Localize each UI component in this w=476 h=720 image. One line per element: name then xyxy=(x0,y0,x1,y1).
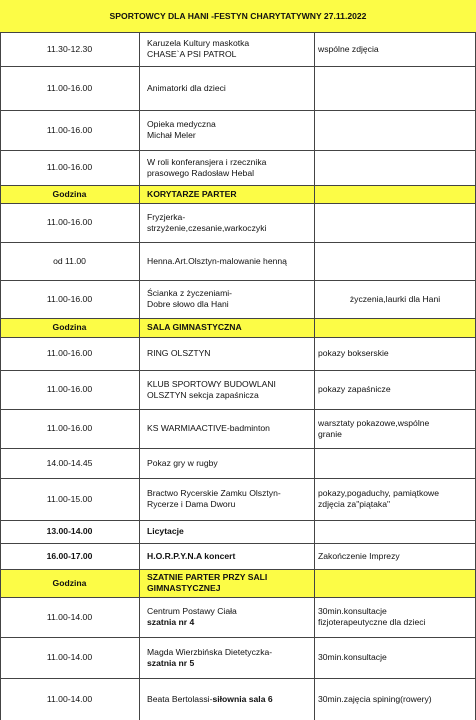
row-divider xyxy=(0,242,476,243)
schedule-row xyxy=(0,448,476,478)
time-cell: 11.00-16.00 xyxy=(46,162,93,172)
event-cell xyxy=(139,597,314,637)
row-divider xyxy=(0,280,476,281)
note-cell xyxy=(314,448,476,478)
event-line: CHASE`A PSI PATROL xyxy=(147,49,237,59)
schedule-row xyxy=(0,637,476,678)
note-line: pokazy,pogaduchy, pamiątkowe xyxy=(318,488,440,498)
note-line: życzenia,laurki dla Hani xyxy=(349,293,441,304)
time-cell: 11.00-16.00 xyxy=(46,348,93,358)
schedule-row xyxy=(0,337,476,370)
event-cell xyxy=(139,520,314,543)
row-divider xyxy=(0,337,476,338)
column-divider xyxy=(314,32,315,720)
note-cell xyxy=(314,597,476,637)
event-line: SZATNIE PARTER PRZY SALI GIMNASTYCZNEJ xyxy=(147,572,268,593)
event-line: H.O.R.P.Y.N.A koncert xyxy=(147,550,236,561)
section-header-row xyxy=(0,185,476,203)
event-cell xyxy=(139,66,314,110)
event-line: Fryzjerka- xyxy=(147,211,186,222)
time-cell: 13.00-14.00 xyxy=(46,526,93,536)
row-divider xyxy=(0,409,476,410)
schedule-row xyxy=(0,370,476,409)
event-cell xyxy=(139,543,314,569)
section-header-row xyxy=(0,318,476,337)
event-cell xyxy=(139,185,314,203)
time-cell: Godzina xyxy=(52,322,87,332)
schedule-row xyxy=(0,520,476,543)
event-line: Opieka medyczna xyxy=(147,119,216,129)
row-divider xyxy=(0,110,476,111)
row-divider xyxy=(0,478,476,479)
event-line: Dobre słowo dla Hani xyxy=(147,299,229,309)
time-cell: 11.00-15.00 xyxy=(46,493,93,504)
event-cell xyxy=(139,32,314,66)
row-divider xyxy=(0,678,476,679)
event-line: szatnia nr 5 xyxy=(147,657,195,668)
note-cell xyxy=(314,280,476,318)
time-cell: 11.00-16.00 xyxy=(46,82,93,93)
event-cell xyxy=(139,150,314,185)
row-divider xyxy=(0,203,476,204)
note-line: fizjoterapeutyczne dla dzieci xyxy=(318,617,426,627)
schedule-row xyxy=(0,242,476,280)
row-divider xyxy=(0,370,476,371)
event-line: siłownia sala 6 xyxy=(212,693,273,704)
schedule-row xyxy=(0,409,476,448)
note-cell xyxy=(314,637,476,678)
event-cell xyxy=(139,110,314,150)
time-cell: 11.30-12.30 xyxy=(46,43,93,54)
time-cell: 11.00-16.00 xyxy=(46,217,93,227)
schedule-row xyxy=(0,478,476,520)
event-line: KORYTARZE PARTER xyxy=(147,188,237,199)
row-divider xyxy=(0,569,476,570)
schedule-row xyxy=(0,597,476,637)
note-cell xyxy=(314,678,476,720)
time-cell: 14.00-14.45 xyxy=(46,457,93,468)
event-cell xyxy=(139,318,314,337)
event-line: RING OLSZTYN xyxy=(147,348,211,358)
note-line: pokazy bokserskie xyxy=(318,348,389,358)
event-line: Michał Meler xyxy=(147,130,196,140)
row-divider xyxy=(0,150,476,151)
time-cell: 11.00-16.00 xyxy=(46,124,93,135)
event-line: Centrum Postawy Ciała xyxy=(147,606,237,616)
event-cell xyxy=(139,337,314,370)
note-line: zdjęcia za"piątaka" xyxy=(318,499,391,509)
note-cell xyxy=(314,543,476,569)
row-divider xyxy=(0,520,476,521)
event-cell xyxy=(139,569,314,597)
event-line: Animatorki dla dzieci xyxy=(147,82,226,93)
note-cell xyxy=(314,337,476,370)
event-line: Beata Bertolassi- xyxy=(147,693,213,704)
schedule-row xyxy=(0,66,476,110)
schedule-row xyxy=(0,32,476,66)
note-cell xyxy=(314,520,476,543)
schedule-row xyxy=(0,203,476,242)
event-line: Henna.Art.Olsztyn-malowanie henną xyxy=(147,255,287,266)
event-line: Licytacje xyxy=(147,526,184,536)
event-line: prasowego Radosław Hebal xyxy=(147,167,255,178)
time-cell: od 11.00 xyxy=(53,255,86,266)
event-line: KS WARMIAACTIVE-badminton xyxy=(147,423,270,433)
time-cell: Godzina xyxy=(52,188,87,199)
note-cell xyxy=(314,110,476,150)
note-cell xyxy=(314,478,476,520)
event-cell xyxy=(139,448,314,478)
time-cell: 11.00-16.00 xyxy=(46,293,93,304)
row-divider xyxy=(0,185,476,186)
note-cell xyxy=(314,150,476,185)
event-line: KLUB SPORTOWY BUDOWLANI xyxy=(147,378,276,389)
note-cell xyxy=(314,203,476,242)
column-divider xyxy=(0,32,1,720)
note-cell xyxy=(314,318,476,337)
event-line: Rycerze i Dama Dworu xyxy=(147,499,236,509)
time-cell: 16.00-17.00 xyxy=(46,550,93,561)
event-cell xyxy=(139,370,314,409)
note-line: 30min.konsultacje xyxy=(318,606,387,616)
note-cell xyxy=(314,569,476,597)
note-cell xyxy=(314,242,476,280)
note-line: Zakończenie Imprezy xyxy=(318,550,400,561)
schedule-row xyxy=(0,110,476,150)
note-cell xyxy=(314,185,476,203)
title-row xyxy=(0,0,476,32)
event-line: W roli konferansjera i rzecznika xyxy=(147,156,267,167)
row-divider xyxy=(0,66,476,67)
event-line: Magda Wierzbińska Dietetyczka- xyxy=(147,646,273,657)
event-cell xyxy=(139,242,314,280)
event-line: szatnia nr 4 xyxy=(147,617,195,627)
note-line: wspólne zdjęcia xyxy=(318,43,379,54)
time-cell: 11.00-16.00 xyxy=(46,384,93,394)
note-cell xyxy=(314,66,476,110)
row-divider xyxy=(0,597,476,598)
row-divider xyxy=(0,32,476,33)
note-line: 30min.konsultacje xyxy=(318,652,387,662)
event-cell xyxy=(139,678,314,720)
event-line: Karuzela Kultury maskotka xyxy=(147,38,250,48)
time-cell: 11.00-14.00 xyxy=(46,652,93,662)
schedule-title: SPORTOWCY DLA HANI -FESTYN CHARYTATYWNY 27.11.2022 xyxy=(109,10,367,21)
event-line: Pokaz gry w rugby xyxy=(147,457,218,468)
row-divider xyxy=(0,543,476,544)
event-cell xyxy=(139,203,314,242)
event-cell xyxy=(139,409,314,448)
note-cell xyxy=(314,370,476,409)
time-cell: 11.00-14.00 xyxy=(46,693,93,704)
note-cell xyxy=(314,409,476,448)
note-line: 30min.zajęcia spining(rowery) xyxy=(318,693,432,704)
row-divider xyxy=(0,448,476,449)
event-line: strzyżenie,czesanie,warkoczyki xyxy=(147,222,267,233)
event-line: Ścianka z życzeniami- xyxy=(147,288,233,298)
time-cell: 11.00-16.00 xyxy=(46,423,93,433)
event-line: Bractwo Rycerskie Zamku Olsztyn- xyxy=(147,488,281,498)
note-line: pokazy zapaśnicze xyxy=(318,384,391,394)
note-cell xyxy=(314,32,476,66)
column-divider xyxy=(139,32,140,720)
schedule-row xyxy=(0,543,476,569)
event-line: OLSZTYN sekcja zapaśnicza xyxy=(147,389,259,400)
event-cell xyxy=(139,478,314,520)
event-cell xyxy=(139,280,314,318)
event-cell xyxy=(139,637,314,678)
note-line: granie xyxy=(318,428,342,439)
row-divider xyxy=(0,637,476,638)
schedule-row xyxy=(0,150,476,185)
row-divider xyxy=(0,318,476,319)
schedule-row xyxy=(0,280,476,318)
time-cell: 11.00-14.00 xyxy=(46,611,93,622)
schedule-row xyxy=(0,678,476,720)
time-cell: Godzina xyxy=(52,577,87,588)
event-line: SALA GIMNASTYCZNA xyxy=(147,322,242,332)
note-line: warsztaty pokazowe,wspólne xyxy=(318,417,430,428)
section-header-row xyxy=(0,569,476,597)
